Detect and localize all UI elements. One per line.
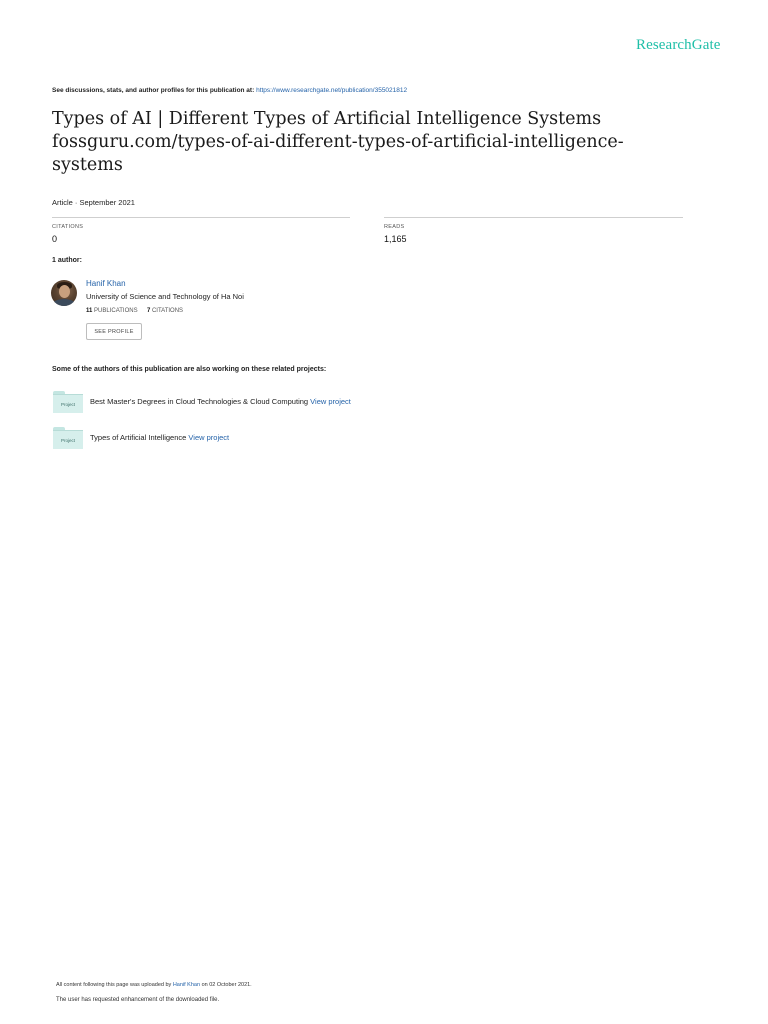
author-publications-label: PUBLICATIONS xyxy=(94,308,138,314)
project-folder-icon[interactable] xyxy=(53,391,83,413)
reads-value: 1,165 xyxy=(384,234,407,244)
author-institution: University of Science and Technology of Ha Noi xyxy=(86,292,244,301)
project-title: Best Master's Degrees in Cloud Technologies & Cloud Computing xyxy=(90,397,309,406)
discussion-line xyxy=(52,87,407,94)
avatar[interactable] xyxy=(51,280,77,306)
citations-value: 0 xyxy=(52,234,58,244)
view-project-link[interactable]: View project xyxy=(188,433,230,442)
author-citations-count: 7 xyxy=(146,308,151,314)
publication-title: Types of AI | Different Types of Artificial Intelligence Systems fossguru.com/types-of-ai-different-types-of-artificial-intelligence-systems xyxy=(52,109,624,175)
related-projects-heading: Some of the authors of this publication are also working on these related projects: xyxy=(52,366,327,373)
article-type-date: Article · September 2021 xyxy=(52,198,135,207)
project-folder-icon[interactable] xyxy=(53,427,83,449)
authors-heading: 1 author: xyxy=(52,257,82,264)
reads-divider xyxy=(384,217,683,218)
list-item xyxy=(90,397,351,406)
researchgate-logo[interactable]: ResearchGate xyxy=(636,37,721,53)
project-icon-label: Project xyxy=(53,394,83,413)
author-publications-count: 11 xyxy=(86,308,93,314)
upload-note xyxy=(56,982,252,988)
upload-prefix: All content following this page was uploaded by xyxy=(56,982,172,988)
project-title: Types of Artificial Intelligence xyxy=(90,433,187,442)
citations-divider xyxy=(52,217,350,218)
discussion-lead: See discussions, stats, and author profiles for this publication at: xyxy=(52,87,255,94)
reads-label: READS xyxy=(384,224,405,230)
author-stats xyxy=(86,308,183,314)
author-citations-label: CITATIONS xyxy=(151,308,184,314)
enhancement-note: The user has requested enhancement of the downloaded file. xyxy=(56,997,220,1003)
uploader-link[interactable]: Hanif Khan xyxy=(172,982,201,988)
list-item xyxy=(90,433,229,442)
upload-date: on 02 October 2021. xyxy=(201,982,252,988)
see-profile-button[interactable]: SEE PROFILE xyxy=(86,323,142,340)
publication-url-link[interactable]: https://www.researchgate.net/publication/355021812 xyxy=(256,87,408,94)
author-name-link[interactable]: Hanif Khan xyxy=(86,279,126,288)
citations-label: CITATIONS xyxy=(52,224,84,230)
view-project-link[interactable]: View project xyxy=(310,397,351,406)
project-icon-label: Project xyxy=(53,430,83,449)
